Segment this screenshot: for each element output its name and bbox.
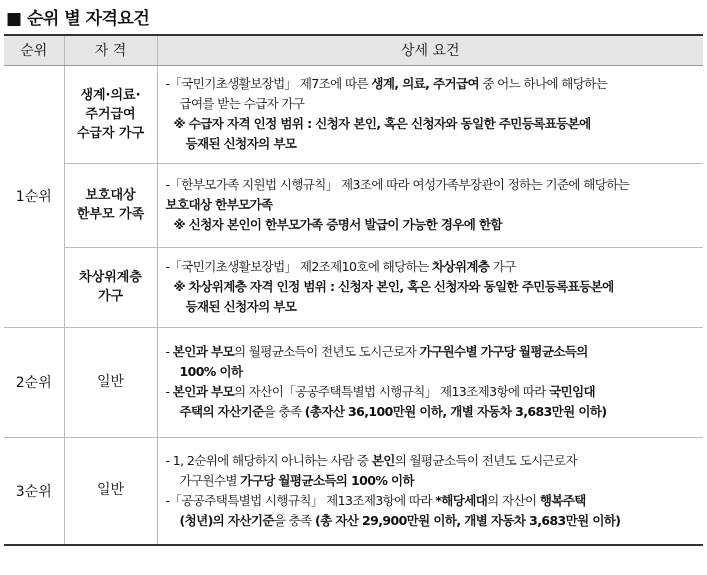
detail-line: -「한부모가족 지원법 시행규칙」 제3조에 따라 여성가족부장관이 정하는 기준에 해당하는: [165, 177, 630, 192]
category-line: 수급자 가구: [76, 125, 145, 141]
eligibility-table: [4, 34, 703, 546]
detail-emphasis: 본인과 부모: [172, 384, 234, 399]
detail-note: 등재된 신청자의 부모: [185, 299, 297, 314]
category-cell: 일반: [64, 437, 157, 545]
detail-emphasis: (총 자산 29,900만원 이하, 개별 자동차 3,683만원 이하): [315, 512, 621, 528]
detail-emphasis: (총자산 36,100만원 이하, 개별 자동차 3,683만원 이하): [304, 404, 607, 419]
header-rank: 순위: [4, 35, 64, 65]
category-line: 차상위계층: [79, 270, 142, 285]
detail-note: ※ 차상위계층 자격 인정 범위 : 신청자 본인, 혹은 신청자와 동일한 주민등록표등본에: [173, 279, 614, 294]
table-row: [4, 327, 703, 437]
detail-note: ※ 수급자 자격 인정 범위 : 신청자 본인, 혹은 신청자와 동일한 주민등록표등본에: [173, 116, 591, 131]
detail-emphasis: (청년)의 자산기준: [179, 512, 274, 528]
detail-text: -: [165, 384, 173, 399]
detail-line: 급여를 받는 수급자 가구: [179, 96, 305, 111]
detail-emphasis: 주택의 자산기준: [179, 404, 264, 419]
detail-text: 의 자산이「공공주택특별법 시행규칙」 제13조제3항에 따라: [233, 384, 550, 399]
detail-text: -「국민기초생활보장법」 제7조에 따른: [165, 76, 372, 91]
detail-cell: [157, 437, 703, 545]
detail-line: [166, 451, 698, 471]
header-detail: 상세 요건: [157, 35, 703, 65]
category-line: 가구: [97, 289, 124, 304]
detail-note: 등재된 신청자의 부모: [185, 136, 297, 151]
rank-cell: 1순위: [4, 65, 64, 327]
detail-text: 가구: [489, 259, 516, 274]
detail-cell: [157, 247, 703, 327]
category-cell: [64, 247, 157, 327]
detail-text: 가구원수별: [179, 472, 241, 488]
detail-line: [166, 491, 698, 511]
detail-cell: [157, 163, 703, 247]
category-line: 한부모 가족: [76, 207, 145, 222]
detail-text: 을 충족: [273, 512, 315, 528]
table-header-row: [4, 35, 703, 65]
detail-emphasis: 국민임대: [549, 384, 596, 399]
detail-text: -「국민기초생활보장법」 제2조제10호에 해당하는: [165, 259, 432, 274]
category-line: 보호대상: [85, 188, 136, 203]
detail-text: 을 충족: [263, 404, 305, 419]
detail-text: 중 어느 하나에 해당하는: [478, 76, 608, 91]
detail-emphasis: 차상위계층: [431, 259, 490, 274]
detail-emphasis: 행복주택: [539, 492, 586, 508]
detail-line: [166, 257, 698, 277]
detail-text: -「공공주택특별법 시행규칙」 제13조제3항에 따라: [165, 492, 436, 508]
detail-line: [166, 342, 698, 362]
detail-line: 100% 이하: [179, 364, 243, 379]
detail-emphasis: 가구원수별 가구당 월평균소득의: [419, 344, 588, 359]
category-cell: [64, 65, 157, 163]
detail-cell: [157, 65, 703, 163]
table-row: [4, 437, 703, 545]
detail-line: [166, 74, 698, 94]
detail-line: [166, 511, 698, 531]
detail-cell: [157, 327, 703, 437]
category-line: 주거급여: [85, 106, 136, 122]
table-row: [4, 247, 703, 327]
rank-cell: 2순위: [4, 327, 64, 437]
category-cell: [64, 163, 157, 247]
detail-emphasis: 본인과 부모: [172, 344, 234, 359]
detail-text: - 1, 2순위에 해당하지 아니하는 사람 중: [165, 452, 372, 468]
detail-emphasis: 본인: [371, 452, 395, 468]
rank-cell: 3순위: [4, 437, 64, 545]
detail-emphasis: 생계, 의료, 주거급여: [371, 76, 479, 91]
category-line: 생계·의료·: [80, 87, 141, 103]
table-row: [4, 65, 703, 163]
detail-text: 의 자산이: [487, 492, 540, 508]
detail-line: [166, 471, 698, 491]
table-row: [4, 163, 703, 247]
section-title: ■ 순위 별 자격요건: [6, 9, 150, 29]
detail-text: 의 월평균소득이 전년도 도시근로자: [233, 344, 420, 359]
detail-emphasis: 가구당 월평균소득의 100% 이하: [240, 472, 414, 488]
header-category: 자 격: [64, 35, 157, 65]
detail-text: 의 월평균소득이 전년도 도시근로자: [394, 452, 577, 468]
detail-line: 보호대상 한부모가족: [165, 197, 273, 212]
detail-note: ※ 신청자 본인이 한부모가족 증명서 발급이 가능한 경우에 한함: [173, 217, 502, 232]
detail-emphasis: *해당세대: [435, 492, 488, 508]
detail-text: -: [165, 344, 173, 359]
detail-line: [166, 382, 698, 402]
category-cell: 일반: [64, 327, 157, 437]
detail-line: [166, 402, 698, 422]
